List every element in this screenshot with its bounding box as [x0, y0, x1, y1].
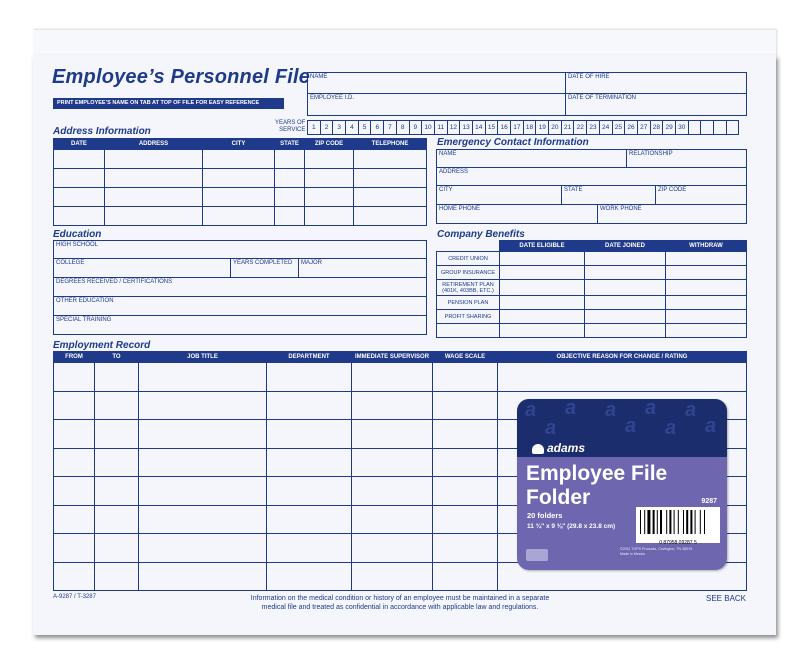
year-cell[interactable]: 18 — [523, 121, 536, 135]
employment-cell[interactable] — [267, 420, 352, 449]
years-label-line1: YEARS OF — [275, 120, 306, 126]
divider — [436, 204, 747, 205]
employment-cell[interactable] — [267, 448, 352, 477]
col-state: STATE — [275, 139, 305, 150]
emergency-name-label: NAME — [439, 151, 457, 157]
address-cell[interactable] — [105, 150, 203, 169]
employment-cell[interactable] — [267, 477, 352, 506]
address-cell[interactable] — [305, 188, 354, 207]
copyright-line2: Made in Mexico — [620, 552, 646, 556]
label-title-line2: Folder — [526, 486, 591, 509]
name-field-label: NAME — [310, 74, 328, 80]
form-code: A-9287 / T-3287 — [53, 594, 96, 600]
year-cell[interactable]: 7 — [384, 121, 397, 135]
col-department: DEPARTMENT — [267, 352, 352, 363]
year-cell[interactable] — [726, 121, 739, 135]
date-of-hire-label: DATE OF HIRE — [568, 74, 610, 80]
employment-cell[interactable] — [433, 420, 498, 449]
label-title — [526, 462, 667, 510]
years-completed-label: YEARS COMPLETED — [233, 260, 293, 266]
barcode-bar — [666, 510, 667, 534]
benefit-cell[interactable] — [500, 252, 585, 266]
divider — [298, 258, 299, 277]
employment-cell[interactable] — [267, 363, 352, 392]
employment-cell[interactable] — [139, 534, 267, 563]
divider — [626, 149, 627, 167]
col-city: CITY — [203, 139, 275, 150]
year-cell[interactable]: 27 — [637, 121, 650, 135]
address-cell[interactable] — [354, 188, 427, 207]
divider — [307, 93, 747, 94]
employment-cell[interactable] — [352, 420, 433, 449]
barcode-bar — [647, 510, 650, 534]
address-cell[interactable] — [203, 169, 275, 188]
year-cell[interactable]: 25 — [612, 121, 625, 135]
year-cell[interactable]: 16 — [498, 121, 511, 135]
year-cell[interactable]: 3 — [333, 121, 346, 135]
col-date: DATE — [54, 139, 105, 150]
degrees-label: DEGREES RECEIVED / CERTIFICATIONS — [56, 279, 173, 285]
address-cell[interactable] — [54, 207, 105, 226]
address-cell[interactable] — [354, 207, 427, 226]
emergency-zip-label: ZIP CODE — [658, 187, 687, 193]
address-cell[interactable] — [275, 150, 305, 169]
barcode-bar — [683, 510, 684, 534]
divider — [561, 185, 562, 204]
employment-cell[interactable] — [95, 363, 139, 392]
year-cell[interactable]: 1 — [308, 121, 321, 135]
year-cell[interactable]: 20 — [549, 121, 562, 135]
barcode-bar — [660, 510, 662, 534]
employment-cell[interactable] — [267, 505, 352, 534]
employment-cell[interactable] — [95, 505, 139, 534]
employment-cell[interactable] — [139, 420, 267, 449]
emergency-work-phone-label: WORK PHONE — [600, 206, 642, 212]
benefit-cell[interactable] — [666, 280, 747, 296]
date-of-termination-label: DATE OF TERMINATION — [568, 95, 637, 101]
benefit-cell[interactable] — [585, 324, 666, 338]
address-cell[interactable] — [354, 169, 427, 188]
copyright-line1: ©2011 TOPS Products, Covington, TN 38019 — [620, 547, 693, 551]
year-cell[interactable]: 11 — [434, 121, 447, 135]
address-cell[interactable] — [105, 188, 203, 207]
employment-cell[interactable] — [352, 477, 433, 506]
divider — [565, 72, 566, 116]
divider — [53, 296, 427, 297]
emergency-heading: Emergency Contact Information — [437, 137, 589, 148]
col-date-joined: DATE JOINED — [585, 241, 666, 252]
col-address: ADDRESS — [105, 139, 203, 150]
employment-cell[interactable] — [54, 562, 95, 591]
college-label: COLLEGE — [56, 260, 85, 266]
folder-size: 11 ¾" x 9 ⅜" (29.8 x 23.8 cm) — [527, 523, 616, 530]
years-label-line2: SERVICE — [279, 127, 306, 133]
notice-line1: Information on the medical condition or history of an employee must be maintained in a separate — [250, 595, 550, 602]
employment-cell[interactable] — [433, 391, 498, 420]
address-cell[interactable] — [305, 150, 354, 169]
adams-logo-icon — [532, 444, 544, 454]
label-top-band: a a a a a a a a a — [517, 399, 727, 457]
year-cell[interactable]: 6 — [371, 121, 384, 135]
employment-cell[interactable] — [433, 448, 498, 477]
barcode-bar — [669, 510, 671, 534]
col-telephone: TELEPHONE — [354, 139, 427, 150]
employment-cell[interactable] — [54, 363, 95, 392]
barcode-digits: 0 87958 09287 5 — [659, 540, 697, 546]
barcode-bar — [644, 510, 645, 534]
employment-cell[interactable] — [433, 534, 498, 563]
employment-cell[interactable] — [352, 505, 433, 534]
employment-cell[interactable] — [54, 505, 95, 534]
address-cell[interactable] — [203, 150, 275, 169]
year-cell[interactable]: 4 — [346, 121, 359, 135]
employment-cell[interactable] — [54, 477, 95, 506]
benefit-cell[interactable] — [500, 280, 585, 296]
year-cell[interactable]: 21 — [561, 121, 574, 135]
year-cell[interactable]: 30 — [675, 121, 688, 135]
barcode-bar — [704, 510, 705, 534]
employment-cell[interactable] — [95, 562, 139, 591]
benefits-heading: Company Benefits — [437, 229, 525, 240]
benefit-cell[interactable] — [585, 310, 666, 324]
year-cell[interactable]: 23 — [587, 121, 600, 135]
benefit-retirement-plan — [437, 280, 500, 296]
folder-tab — [33, 30, 776, 58]
year-cell[interactable]: 26 — [625, 121, 638, 135]
barcode-bar — [678, 510, 679, 534]
benefit-profit-sharing: PROFIT SHARING — [437, 310, 500, 324]
employment-cell[interactable] — [139, 477, 267, 506]
emergency-relationship-label: RELATIONSHIP — [629, 151, 673, 157]
employment-cell[interactable] — [352, 534, 433, 563]
benefit-cell[interactable] — [585, 266, 666, 280]
year-cell[interactable]: 15 — [485, 121, 498, 135]
employment-cell[interactable] — [95, 448, 139, 477]
high-school-label: HIGH SCHOOL — [56, 242, 99, 248]
year-cell[interactable]: 19 — [536, 121, 549, 135]
emergency-home-phone-label: HOME PHONE — [439, 206, 481, 212]
divider — [597, 204, 598, 224]
benefit-cell[interactable] — [585, 280, 666, 296]
address-heading: Address Information — [53, 126, 151, 137]
benefit-cell[interactable] — [585, 296, 666, 310]
col-withdraw: WITHDRAW — [666, 241, 747, 252]
employment-cell[interactable] — [139, 505, 267, 534]
benefits-table — [436, 240, 747, 338]
barcode-bar — [640, 510, 641, 534]
emergency-address-label: ADDRESS — [439, 169, 469, 175]
address-cell[interactable] — [203, 188, 275, 207]
barcode-bar — [674, 510, 675, 534]
barcode-bar — [657, 510, 658, 534]
address-table — [53, 138, 427, 226]
employment-cell[interactable] — [95, 391, 139, 420]
retirement-line1: RETIREMENT PLAN — [442, 281, 494, 288]
benefit-cell[interactable] — [666, 310, 747, 324]
major-label: MAJOR — [301, 260, 322, 266]
emergency-box — [436, 149, 747, 224]
employment-cell[interactable] — [95, 534, 139, 563]
employment-cell[interactable] — [433, 505, 498, 534]
address-cell[interactable] — [54, 188, 105, 207]
see-back: SEE BACK — [706, 594, 747, 603]
benefit-cell[interactable] — [500, 266, 585, 280]
year-cell[interactable]: 28 — [650, 121, 663, 135]
address-cell[interactable] — [354, 150, 427, 169]
address-cell[interactable] — [54, 169, 105, 188]
special-training-label: SPECIAL TRAINING — [56, 317, 112, 323]
address-cell[interactable] — [105, 207, 203, 226]
benefit-credit-union: CREDIT UNION — [437, 252, 500, 266]
benefit-cell[interactable] — [666, 266, 747, 280]
divider — [230, 258, 231, 277]
year-cell[interactable] — [714, 121, 727, 135]
benefit-cell[interactable] — [437, 324, 500, 338]
recycle-logo — [526, 549, 548, 561]
employment-heading: Employment Record — [53, 340, 151, 351]
brand-name: adams — [547, 441, 586, 455]
medical-notice — [200, 594, 600, 612]
years-of-service-label — [275, 120, 305, 134]
year-cell[interactable]: 17 — [511, 121, 524, 135]
employment-cell[interactable] — [433, 363, 498, 392]
divider — [436, 185, 747, 186]
benefit-cell[interactable] — [666, 324, 747, 338]
barcode-bar — [690, 510, 692, 534]
benefit-cell[interactable] — [585, 252, 666, 266]
employment-cell[interactable] — [95, 477, 139, 506]
header-fields-box — [307, 72, 747, 116]
employment-cell[interactable] — [267, 562, 352, 591]
barcode — [636, 507, 720, 546]
other-education-label: OTHER EDUCATION — [56, 298, 114, 304]
address-cell[interactable] — [305, 169, 354, 188]
employment-cell[interactable] — [139, 562, 267, 591]
employment-cell[interactable] — [139, 363, 267, 392]
divider — [53, 258, 427, 259]
employee-id-field-label: EMPLOYEE I.D. — [310, 95, 355, 101]
emergency-city-label: CITY — [439, 187, 453, 193]
address-cell[interactable] — [203, 207, 275, 226]
divider — [655, 185, 656, 204]
address-cell[interactable] — [275, 188, 305, 207]
notice-line2: medical file and treated as confidential in accordance with applicable law and regulations. — [261, 604, 539, 611]
year-cell[interactable]: 8 — [396, 121, 409, 135]
address-cell[interactable] — [105, 169, 203, 188]
barcode-bar — [653, 510, 655, 534]
product-number: 9287 — [701, 498, 717, 505]
product-label — [517, 399, 727, 570]
year-cell[interactable] — [701, 121, 714, 135]
employment-cell[interactable] — [433, 477, 498, 506]
barcode-bars — [636, 507, 720, 535]
col-reason: OBJECTIVE REASON FOR CHANGE / RATING — [498, 352, 747, 363]
col-wage-scale: WAGE SCALE — [433, 352, 498, 363]
year-cell[interactable]: 24 — [599, 121, 612, 135]
year-cell[interactable]: 5 — [358, 121, 371, 135]
divider — [53, 315, 427, 316]
education-heading: Education — [53, 229, 102, 240]
benefit-cell[interactable] — [666, 296, 747, 310]
col-from: FROM — [54, 352, 95, 363]
employment-cell[interactable] — [54, 534, 95, 563]
employment-cell[interactable] — [54, 391, 95, 420]
employment-cell[interactable] — [352, 363, 433, 392]
col-to: TO — [95, 352, 139, 363]
col-supervisor: IMMEDIATE SUPERVISOR — [352, 352, 433, 363]
employment-cell[interactable] — [54, 420, 95, 449]
retirement-line2: (401K, 403BB, ETC.) — [442, 287, 494, 294]
years-of-service-grid — [307, 120, 739, 135]
year-cell[interactable]: 10 — [422, 121, 435, 135]
benefit-pension-plan: PENSION PLAN — [437, 296, 500, 310]
employment-cell[interactable] — [433, 562, 498, 591]
benefit-cell[interactable] — [666, 252, 747, 266]
barcode-bar — [686, 510, 688, 534]
address-cell[interactable] — [305, 207, 354, 226]
table-row — [54, 363, 747, 392]
col-zip: ZIP CODE — [305, 139, 354, 150]
benefit-cell[interactable] — [500, 310, 585, 324]
employment-cell[interactable] — [54, 448, 95, 477]
label-copyright — [620, 547, 692, 557]
address-cell[interactable] — [275, 169, 305, 188]
employment-cell[interactable] — [498, 363, 747, 392]
employment-cell[interactable] — [352, 448, 433, 477]
folder-count: 20 folders — [527, 511, 563, 520]
adams-logo — [532, 441, 585, 455]
employment-cell[interactable] — [139, 391, 267, 420]
employment-cell[interactable] — [267, 391, 352, 420]
employment-cell[interactable] — [352, 562, 433, 591]
col-job-title: JOB TITLE — [139, 352, 267, 363]
employment-cell[interactable] — [95, 420, 139, 449]
year-cell[interactable] — [688, 121, 701, 135]
year-cell[interactable]: 14 — [472, 121, 485, 135]
form-title: Employee’s Personnel File — [52, 66, 311, 88]
emergency-state-label: STATE — [564, 187, 583, 193]
divider — [53, 277, 427, 278]
benefit-group-insurance: GROUP INSURANCE — [437, 266, 500, 280]
year-cell[interactable]: 9 — [409, 121, 422, 135]
benefit-cell[interactable] — [500, 296, 585, 310]
employment-cell[interactable] — [352, 391, 433, 420]
benefits-corner — [437, 241, 500, 252]
year-cell[interactable]: 2 — [320, 121, 333, 135]
address-cell[interactable] — [54, 150, 105, 169]
address-cell[interactable] — [275, 207, 305, 226]
year-cell[interactable]: 13 — [460, 121, 473, 135]
employment-cell[interactable] — [139, 448, 267, 477]
year-cell[interactable]: 12 — [447, 121, 460, 135]
benefit-cell[interactable] — [500, 324, 585, 338]
divider — [436, 167, 747, 168]
barcode-bar — [700, 510, 701, 534]
label-title-line1: Employee File — [526, 462, 668, 485]
employment-cell[interactable] — [267, 534, 352, 563]
col-date-eligible: DATE ELIGIBLE — [500, 241, 585, 252]
year-cell[interactable]: 29 — [663, 121, 676, 135]
year-cell[interactable]: 22 — [574, 121, 587, 135]
barcode-bar — [695, 510, 696, 534]
print-note: PRINT EMPLOYEE’S NAME ON TAB AT TOP OF FILE FOR EASY REFERENCE — [53, 98, 284, 109]
